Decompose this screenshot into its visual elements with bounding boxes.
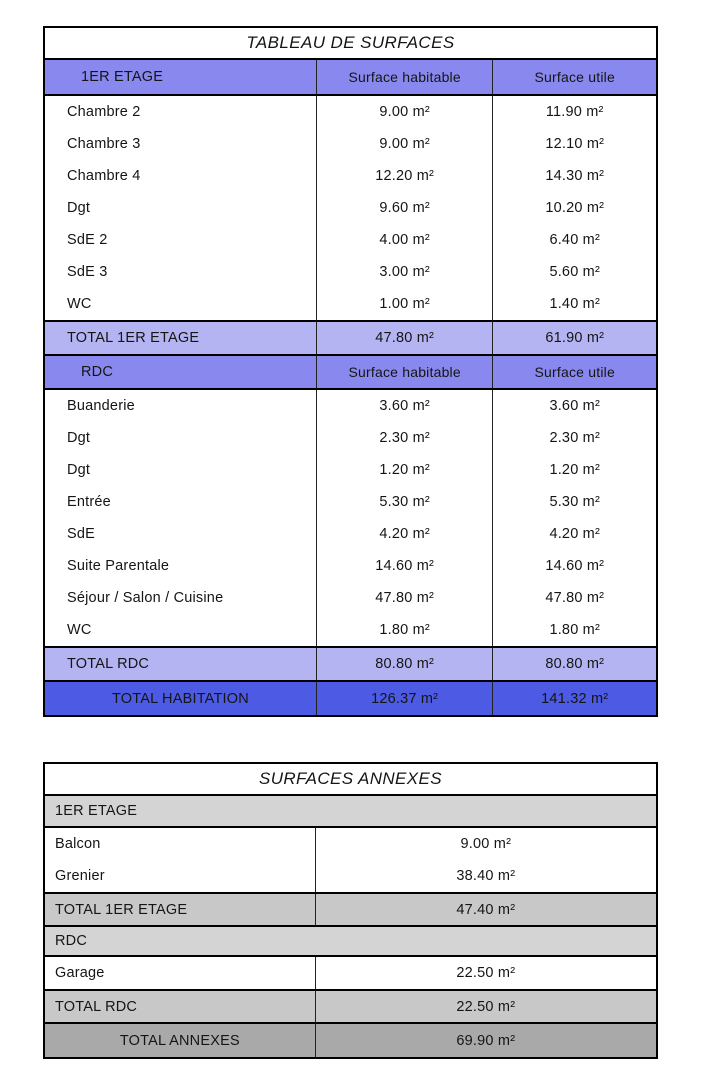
- surface-utile-value: 4.20 m²: [549, 526, 600, 542]
- surface-habitable-value: 12.20 m²: [317, 160, 494, 192]
- annexes-table-title: SURFACES ANNEXES: [45, 764, 656, 796]
- total-row-rdc: [45, 989, 656, 1022]
- section-header-label: 1ER ETAGE: [45, 60, 317, 94]
- grand-total-label: TOTAL ANNEXES: [45, 1024, 316, 1057]
- surface-habitable-value: 5.30 m²: [317, 486, 494, 518]
- total-row-1er-etage: [45, 892, 656, 925]
- table-row: [45, 957, 656, 989]
- surface-habitable-value: 9.00 m²: [317, 96, 494, 128]
- total-label: TOTAL RDC: [45, 991, 316, 1022]
- column-header-surface-habitable: Surface habitable: [317, 356, 494, 388]
- surface-habitable-value: 1.00 m²: [317, 288, 494, 320]
- annex-label: Balcon: [45, 828, 316, 860]
- grand-total-surface-utile: 141.32 m²: [541, 690, 609, 707]
- column-header-surface-utile: Surface utile: [534, 364, 615, 380]
- surface-habitable-value: 3.00 m²: [317, 256, 494, 288]
- table-row: [45, 390, 656, 422]
- surface-habitable-value: 2.30 m²: [317, 422, 494, 454]
- room-label: WC: [45, 614, 317, 646]
- room-label: SdE: [45, 518, 317, 550]
- grand-total-row-annexes: [45, 1022, 656, 1057]
- table-row: [45, 486, 656, 518]
- room-label: Chambre 2: [45, 96, 317, 128]
- table-row: [45, 614, 656, 646]
- surface-habitable-value: 1.20 m²: [317, 454, 494, 486]
- total-label: TOTAL 1ER ETAGE: [45, 322, 317, 354]
- total-value: 22.50 m²: [456, 998, 516, 1015]
- table-row: [45, 224, 656, 256]
- surface-utile-value: 10.20 m²: [545, 200, 605, 216]
- annex-value: 9.00 m²: [460, 836, 512, 852]
- room-label: Suite Parentale: [45, 550, 317, 582]
- table-row: [45, 96, 656, 128]
- surface-utile-value: 3.60 m²: [549, 398, 600, 414]
- table-row: [45, 582, 656, 614]
- annex-label: Garage: [45, 957, 316, 989]
- room-label: SdE 3: [45, 256, 317, 288]
- table-row: [45, 518, 656, 550]
- section-header-row-rdc: [45, 354, 656, 390]
- section-label: RDC: [55, 933, 88, 949]
- table-row: [45, 128, 656, 160]
- room-label: WC: [45, 288, 317, 320]
- surface-habitable-value: 3.60 m²: [317, 390, 494, 422]
- total-row-rdc: [45, 646, 656, 680]
- grand-total-row-habitation: [45, 680, 656, 715]
- table-row: [45, 192, 656, 224]
- table-row: [45, 288, 656, 320]
- room-label: Chambre 4: [45, 160, 317, 192]
- surface-utile-value: 14.30 m²: [545, 168, 605, 184]
- surface-utile-value: 12.10 m²: [545, 136, 605, 152]
- room-label: SdE 2: [45, 224, 317, 256]
- room-label: Dgt: [45, 192, 317, 224]
- table-row: [45, 550, 656, 582]
- total-surface-utile: 61.90 m²: [545, 330, 605, 346]
- section-row-rdc: [45, 925, 656, 957]
- room-label: Dgt: [45, 422, 317, 454]
- table-row: [45, 860, 656, 892]
- section-header-row-1er-etage: [45, 60, 656, 96]
- surface-utile-value: 6.40 m²: [549, 232, 600, 248]
- total-label: TOTAL RDC: [45, 648, 317, 680]
- room-label: Chambre 3: [45, 128, 317, 160]
- table-row: [45, 160, 656, 192]
- annex-value: 38.40 m²: [456, 868, 516, 884]
- section-header-label: RDC: [45, 356, 317, 388]
- surface-utile-value: 1.20 m²: [549, 462, 600, 478]
- column-header-surface-utile: Surface utile: [534, 69, 615, 85]
- total-row-1er-etage: [45, 320, 656, 354]
- total-surface-habitable: 47.80 m²: [317, 322, 494, 354]
- surface-habitable-value: 9.60 m²: [317, 192, 494, 224]
- surface-habitable-value: 4.00 m²: [317, 224, 494, 256]
- room-label: Séjour / Salon / Cuisine: [45, 582, 317, 614]
- surface-utile-value: 14.60 m²: [545, 558, 605, 574]
- surface-habitable-value: 47.80 m²: [317, 582, 494, 614]
- surface-utile-value: 47.80 m²: [545, 590, 605, 606]
- room-label: Buanderie: [45, 390, 317, 422]
- column-header-surface-habitable: Surface habitable: [317, 60, 494, 94]
- table-row: [45, 422, 656, 454]
- room-label: Dgt: [45, 454, 317, 486]
- surface-utile-value: 1.40 m²: [549, 296, 600, 312]
- room-label: Entrée: [45, 486, 317, 518]
- surface-habitable-value: 1.80 m²: [317, 614, 494, 646]
- section-label: 1ER ETAGE: [55, 803, 138, 819]
- surface-utile-value: 5.60 m²: [549, 264, 600, 280]
- total-surface-habitable: 80.80 m²: [317, 648, 494, 680]
- surfaces-table: [43, 26, 658, 717]
- annex-value: 22.50 m²: [456, 965, 516, 981]
- section-row-1er-etage: [45, 796, 656, 828]
- table-row: [45, 828, 656, 860]
- surface-habitable-value: 4.20 m²: [317, 518, 494, 550]
- annexes-table: [43, 762, 658, 1059]
- surface-utile-value: 2.30 m²: [549, 430, 600, 446]
- surface-utile-value: 1.80 m²: [549, 622, 600, 638]
- annex-label: Grenier: [45, 860, 316, 892]
- surface-utile-value: 11.90 m²: [545, 104, 604, 120]
- table-row: [45, 454, 656, 486]
- surface-habitable-value: 14.60 m²: [317, 550, 494, 582]
- total-value: 47.40 m²: [456, 901, 516, 918]
- surface-utile-value: 5.30 m²: [549, 494, 600, 510]
- total-surface-utile: 80.80 m²: [545, 656, 605, 672]
- total-label: TOTAL 1ER ETAGE: [45, 894, 316, 925]
- surfaces-table-title: TABLEAU DE SURFACES: [45, 28, 656, 60]
- grand-total-surface-habitable: 126.37 m²: [317, 682, 494, 715]
- table-row: [45, 256, 656, 288]
- surface-habitable-value: 9.00 m²: [317, 128, 494, 160]
- grand-total-label: TOTAL HABITATION: [45, 682, 317, 715]
- grand-total-value: 69.90 m²: [456, 1032, 516, 1049]
